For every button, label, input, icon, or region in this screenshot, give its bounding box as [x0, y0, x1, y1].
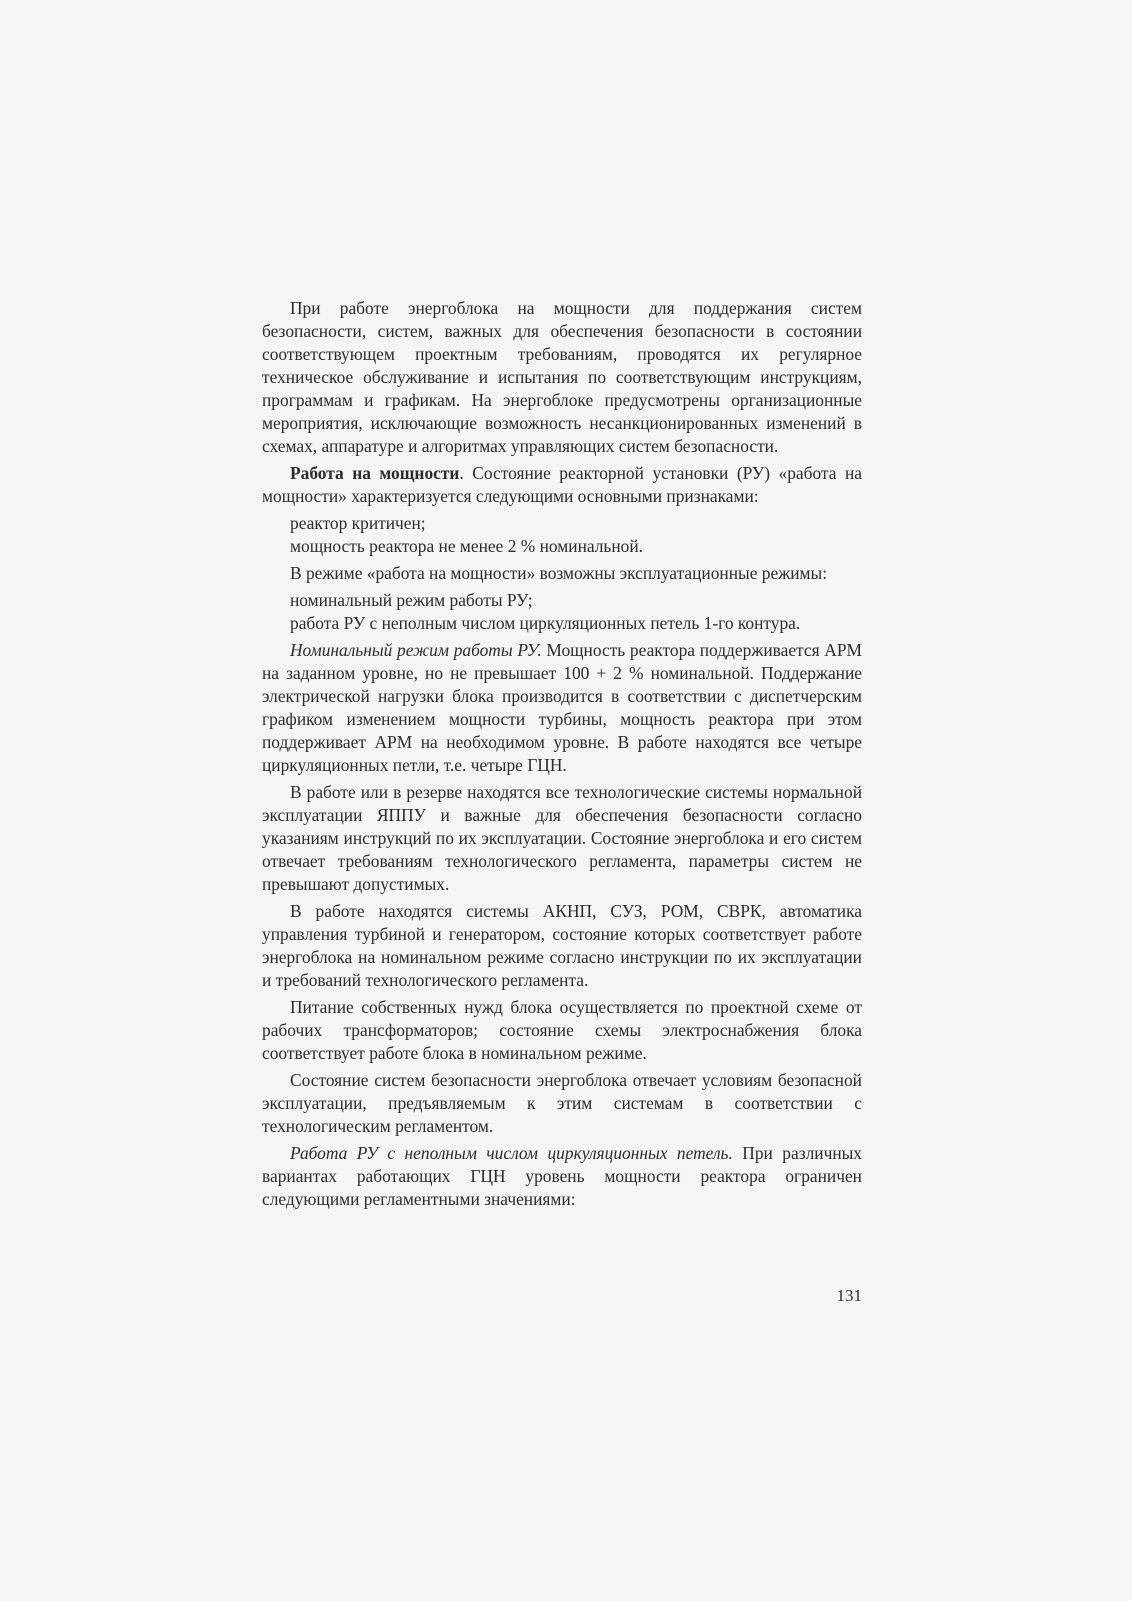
body-text — [262, 297, 862, 1215]
page-number: 131 — [836, 1286, 862, 1305]
paragraph-5: В работе или в резерве находятся все технологические системы нормальной эксплуатации ЯППУ и важные для обеспечения безопасности согласно указаниям инструкций по их эксплуатации. Состояние энергоблока и его систем отвечает требованиям технологического регламента, параметры систем не превышают допустимых. — [262, 782, 862, 894]
list-item: работа РУ с неполным числом циркуляционных петель 1-го контура. — [290, 613, 801, 633]
list-item: реактор критичен; — [290, 513, 426, 533]
paragraph-6: В работе находятся системы АКНП, СУЗ, РОМ, СВРК, автоматика управления турбиной и генератором, состояние которых соответствует работе энергоблока на номинальном режиме согласно инструкции по их эксплуатации и требований технологического регламента. — [262, 901, 862, 990]
heading-partial-loops: Работа РУ с неполным числом циркуляционных петель. — [290, 1143, 733, 1163]
paragraph-1: При работе энергоблока на мощности для поддержания систем безопасности, систем, важных для обеспечения безопасности в состоянии соответствующем проектным требованиям, проводятся их регулярное техническое обслуживание и испытания по соответствующим инструкциям, программам и графикам. На энергоблоке предусмотрены организационные мероприятия, исключающие возможность несанкционированных изменений в схемах, аппаратуре и алгоритмах управляющих систем безопасности. — [262, 298, 862, 456]
paragraph-3: В режиме «работа на мощности» возможны эксплуатационные режимы: — [290, 563, 828, 583]
paragraph-7: Питание собственных нужд блока осуществляется по проектной схеме от рабочих трансформаторов; состояние схемы электроснабжения блока соответствует работе блока в номинальном режиме. — [262, 997, 862, 1063]
paragraph-8: Состояние систем безопасности энергоблока отвечает условиям безопасной эксплуатации, предъявляемым к этим системам в соответствии с технологическим регламентом. — [262, 1070, 862, 1136]
paragraph-9-text: При различных вариантах работающих ГЦН уровень мощности реактора ограничен следующими регламентными значениями: — [262, 1143, 863, 1209]
heading-nominal-mode: Номинальный режим работы РУ. — [290, 640, 542, 660]
paragraph-4-text: Мощность реактора поддерживается АРМ на заданном уровне, но не превышает 100 + 2 % номинальной. Поддержание электрической нагрузки блока производится в соответствии с диспетчерским графиком изменением мощности турбины, мощность реактора при этом поддерживает АРМ на необходимом уровне. В работе находятся все четыре циркуляционных петли, т.е. четыре ГЦН. — [262, 640, 862, 775]
paragraph-2 — [262, 462, 862, 508]
heading-work-at-power: Работа на мощности — [290, 463, 460, 483]
paragraph-9 — [262, 1142, 862, 1211]
paragraph-2-text: . Состояние реакторной установки (РУ) «работа на мощности» характеризуется следующими основными признаками: — [262, 463, 862, 506]
list-item: мощность реактора не менее 2 % номинальной. — [290, 536, 644, 556]
list-item: номинальный режим работы РУ; — [290, 590, 533, 610]
paragraph-4 — [262, 639, 862, 777]
